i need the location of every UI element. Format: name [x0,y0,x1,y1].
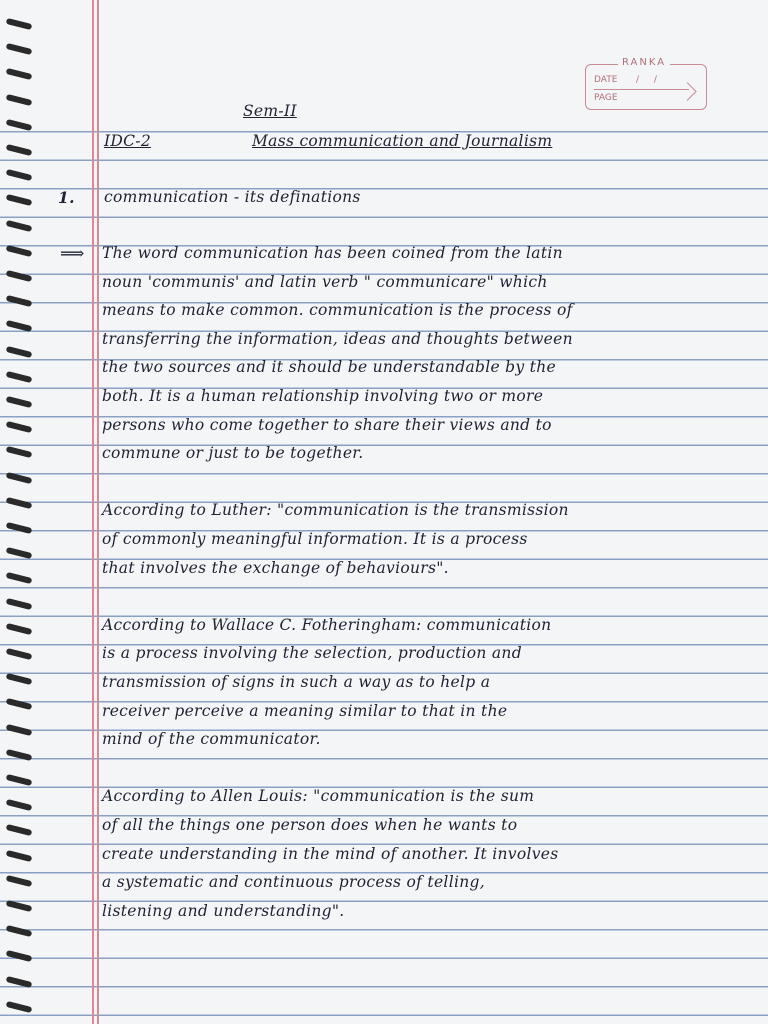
spiral-ring [6,547,34,559]
spiral-ring [6,169,34,181]
stamp-date-label: DATE [594,75,618,85]
spiral-ring [6,623,34,635]
text-line: commune or just to be together. [102,444,364,463]
text-line: the two sources and it should be understandable by the [102,358,556,377]
spiral-ring [6,144,34,156]
text-line: noun 'communis' and latin verb " communicare" which [102,272,548,291]
spiral-ring [6,673,34,685]
text-line: of commonly meaningful information. It is a process [102,530,528,548]
spiral-ring [6,875,34,887]
text-line: According to Wallace C. Fotheringham: communication [102,615,552,634]
spiral-ring [6,648,34,660]
spiral-ring [6,396,34,408]
course-code: IDC-2 [104,132,152,150]
text-line: listening and understanding". [102,901,345,920]
text-line: According to Luther: "communication is the transmission [102,501,569,520]
spiral-ring [6,824,34,836]
text-line: create understanding in the mind of another. It involves [102,844,559,863]
text-line: a systematic and continuous process of telling, [102,873,485,892]
spiral-ring [6,94,34,106]
spiral-ring [6,472,34,484]
spiral-ring [6,698,34,710]
text-line: both. It is a human relationship involving two or more [102,387,544,405]
text-line: of all the things one person does when he wants to [102,816,518,834]
stamp-page-label: PAGE [594,93,618,103]
stamp-pointer-icon [678,82,696,100]
spiral-ring [6,1001,34,1013]
arrow-icon: ⟹ [60,244,85,264]
topic-number: 1. [58,188,75,207]
spiral-ring [6,799,34,811]
text-line: means to make common. communication is the process of [102,301,573,320]
spiral-ring [6,598,34,610]
text-line: is a process involving the selection, production and [102,644,522,663]
spiral-ring [6,774,34,786]
spiral-ring [6,245,34,257]
semester-heading: Sem-II [243,102,297,120]
margin-line [97,0,99,1024]
spiral-ring [6,976,34,988]
spiral-ring [6,346,34,358]
spiral-ring [6,497,34,509]
spiral-ring [6,320,34,332]
text-line: mind of the communicator. [102,730,321,749]
spiral-ring [6,18,34,30]
spiral-ring [6,371,34,383]
spiral-ring [6,43,34,55]
spiral-ring [6,220,34,232]
spiral-ring [6,850,34,862]
spiral-ring [6,295,34,307]
spiral-ring [6,572,34,584]
text-line: that involves the exchange of behaviours". [102,558,449,577]
spiral-ring [6,900,34,912]
margin-line [92,0,94,1024]
spiral-ring [6,194,34,206]
text-line: According to Allen Louis: "communication is the sum [102,787,535,806]
stamp-divider [594,89,689,90]
topic-heading: communication - its definations [104,188,361,206]
spiral-ring [6,119,34,131]
spiral-ring [6,421,34,433]
spiral-ring [6,522,34,534]
spiral-ring [6,950,34,962]
text-line: receiver perceive a meaning similar to that in the [102,701,508,720]
course-title: Mass communication and Journalism [252,132,553,150]
spiral-ring [6,68,34,80]
stamp-brand: RANKA [618,57,670,68]
spiral-binding [0,0,40,1024]
text-line: transferring the information, ideas and thoughts between [102,329,573,348]
text-line: persons who come together to share their views and to [102,415,552,434]
spiral-ring [6,925,34,937]
date-page-stamp [585,57,707,110]
text-line: transmission of signs in such a way as to help a [102,673,491,691]
spiral-ring [6,270,34,282]
spiral-ring [6,724,34,736]
spiral-ring [6,446,34,458]
text-line: The word communication has been coined from the latin [102,244,563,262]
stamp-date-separators: / / [636,75,663,85]
spiral-ring [6,749,34,761]
